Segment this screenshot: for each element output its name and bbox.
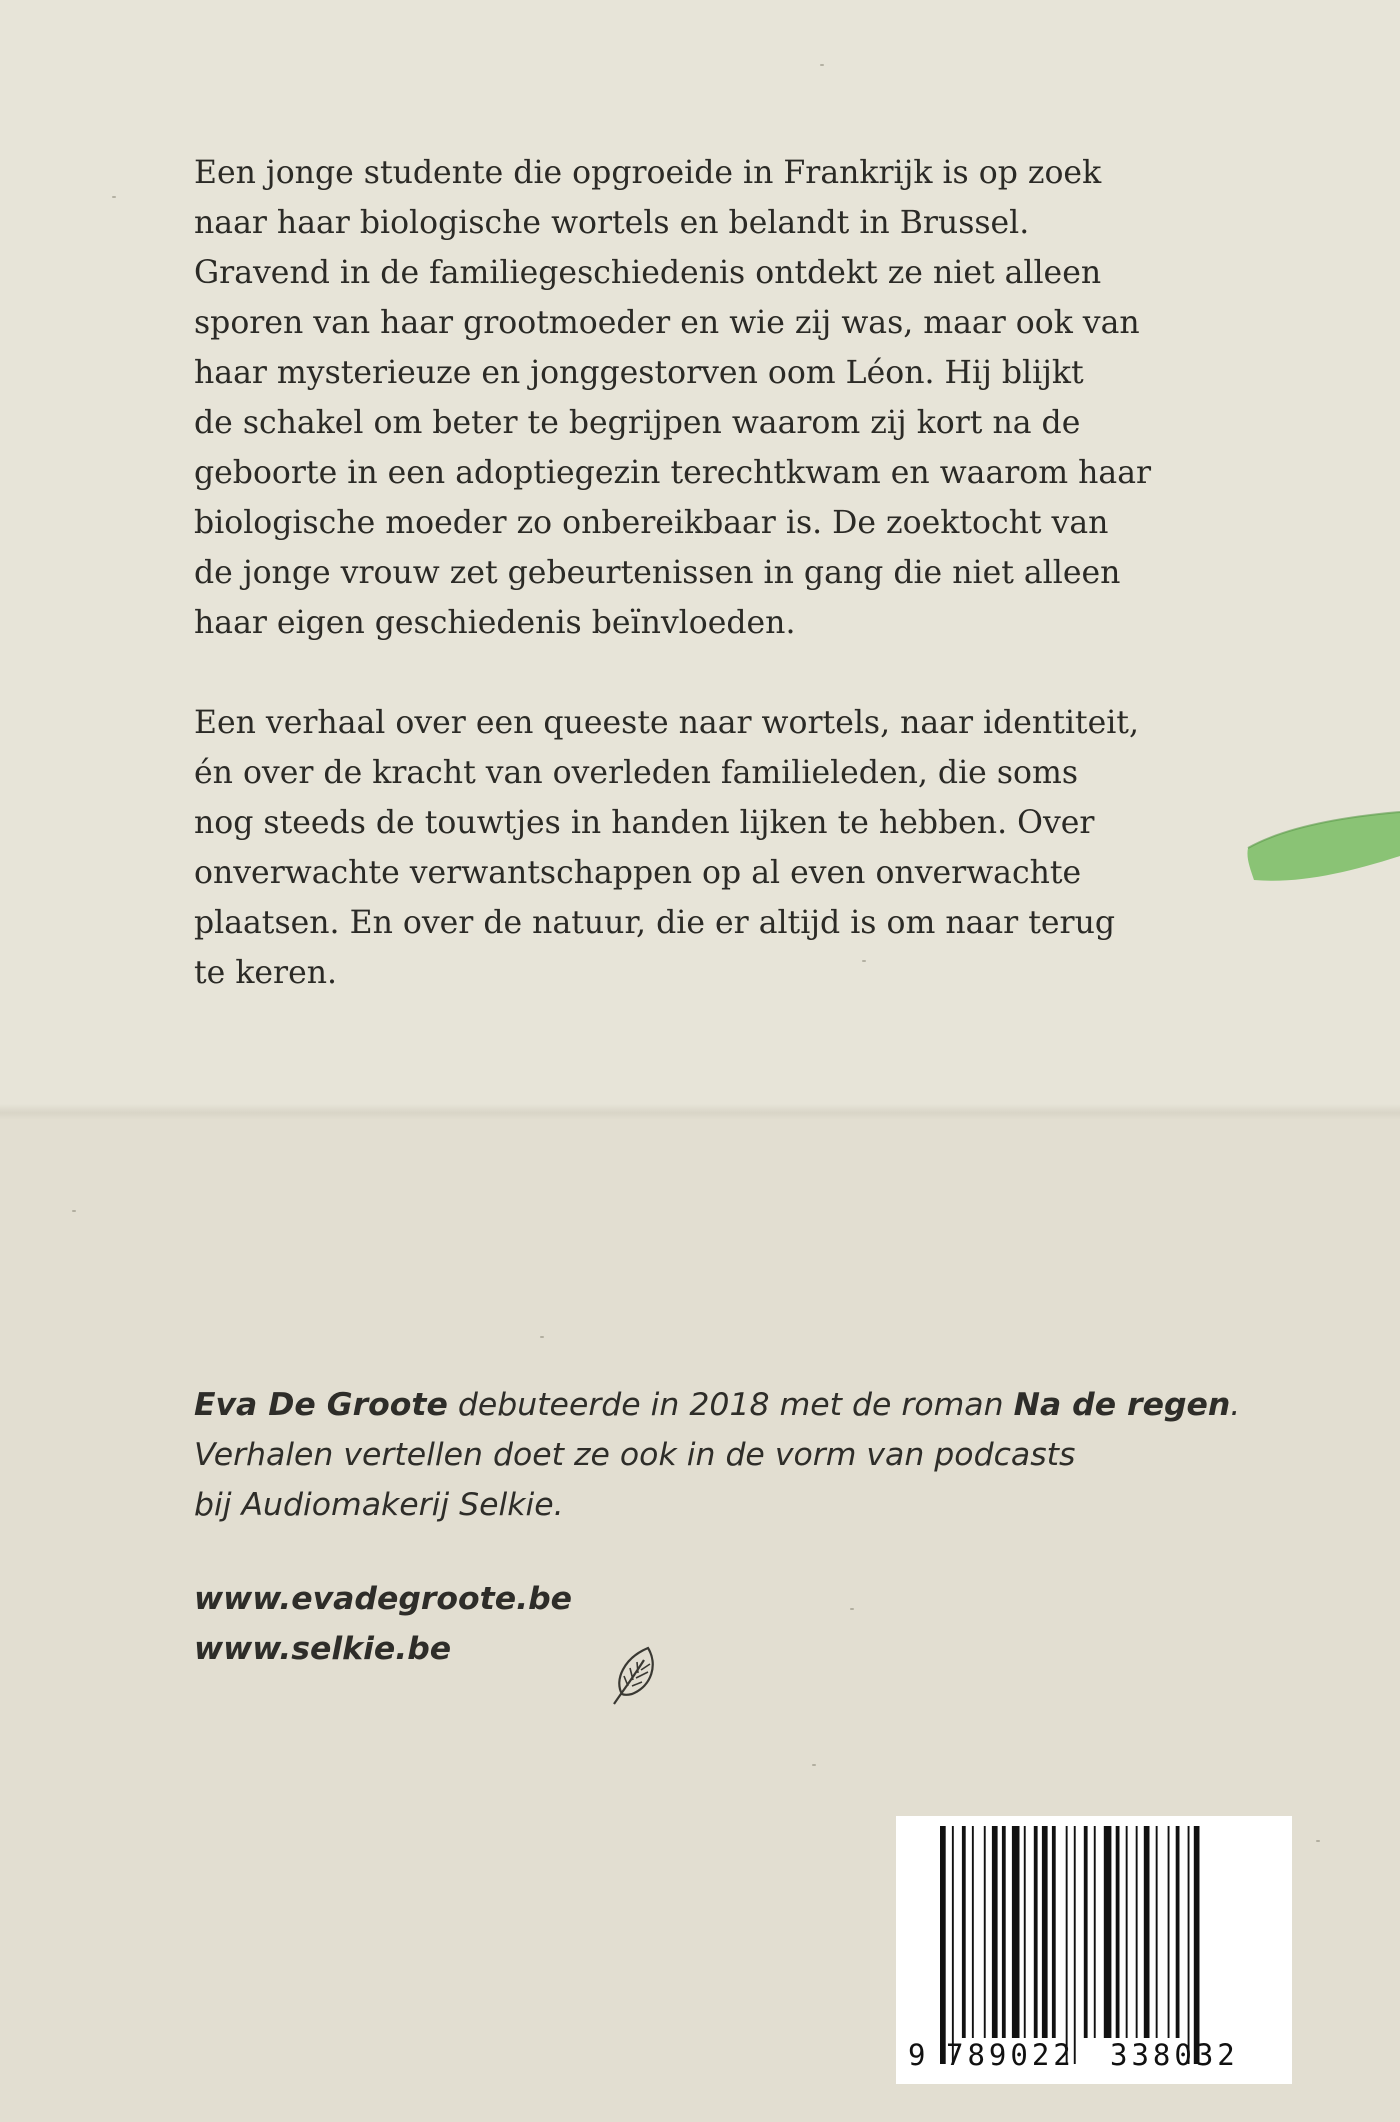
blurb-line: Een jonge studente die opgroeide in Frankrijk is op zoek <box>194 155 1102 191</box>
barcode <box>896 1816 1292 2084</box>
blurb-line: biologische moeder zo onbereikbaar is. De zoektocht van <box>194 505 1109 541</box>
blurb-paragraph-2 <box>194 698 1254 998</box>
debut-title: Na de regen <box>1013 1387 1231 1423</box>
blurb-line: plaatsen. En over de natuur, die er altijd is om naar terug <box>194 905 1116 941</box>
blurb-line: haar mysterieuze en jonggestorven oom Léon. Hij blijkt <box>194 355 1084 391</box>
barcode-bar <box>972 1826 974 2038</box>
blurb-line: de jonge vrouw zet gebeurtenissen in gang die niet alleen <box>194 555 1121 591</box>
barcode-bar <box>1024 1826 1026 2038</box>
barcode-guard-bar <box>1066 1826 1068 2064</box>
barcode-bar <box>1168 1826 1170 2038</box>
barcode-bar <box>1034 1826 1038 2038</box>
blurb-line: naar haar biologische wortels en belandt in Brussel. <box>194 205 1030 241</box>
barcode-guard-bar <box>952 1826 954 2064</box>
blurb-paragraph-1 <box>194 148 1254 648</box>
leaf-icon <box>608 1640 664 1708</box>
paper-fleck <box>850 1608 854 1610</box>
back-cover-blurb <box>194 148 1254 998</box>
barcode-bar <box>1116 1826 1120 2038</box>
barcode-guard-bar <box>1074 1826 1076 2064</box>
isbn-first-digit: 9 <box>908 2038 926 2072</box>
barcode-bar <box>984 1826 986 2038</box>
author-bio <box>194 1380 1314 1530</box>
barcode-bar <box>1012 1826 1020 2038</box>
blurb-line: haar eigen geschiedenis beïnvloeden. <box>194 605 796 641</box>
barcode-bar <box>1156 1826 1158 2038</box>
paper-fleck <box>72 1210 76 1212</box>
blurb-line: sporen van haar grootmoeder en wie zij was, maar ook van <box>194 305 1140 341</box>
barcode-bar <box>1042 1826 1048 2038</box>
isbn-group-1: 789022 <box>946 2038 1075 2072</box>
website-links <box>194 1574 572 1674</box>
isbn-group-2: 338032 <box>1110 2038 1239 2072</box>
paper-fleck <box>1316 1840 1320 1842</box>
isbn-number <box>896 2038 1292 2078</box>
barcode-guard-bar <box>1194 1826 1200 2064</box>
website-publisher-link[interactable]: www.selkie.be <box>194 1631 452 1667</box>
bio-line-2: Verhalen vertellen doet ze ook in de vorm van podcasts <box>194 1437 1076 1473</box>
bio-text: debuteerde in 2018 met de roman <box>447 1387 1014 1423</box>
blurb-line: Gravend in de familiegeschiedenis ontdekt ze niet alleen <box>194 255 1102 291</box>
barcode-bar <box>1084 1826 1088 2038</box>
fold-seam <box>0 1104 1400 1120</box>
bio-line-3: bij Audiomakerij Selkie. <box>194 1487 564 1523</box>
barcode-bar <box>1144 1826 1150 2038</box>
blurb-line: Een verhaal over een queeste naar wortels, naar identiteit, <box>194 705 1139 741</box>
bio-text: . <box>1230 1387 1241 1423</box>
blurb-line: onverwachte verwantschappen op al even onverwachte <box>194 855 1082 891</box>
barcode-bar <box>1052 1826 1056 2038</box>
bio-line-1 <box>194 1380 1314 1430</box>
website-author-link[interactable]: www.evadegroote.be <box>194 1581 572 1617</box>
paper-fleck <box>812 1764 816 1766</box>
barcode-bar <box>962 1826 966 2038</box>
barcode-guard-bar <box>1188 1826 1190 2064</box>
barcode-bar <box>1176 1826 1180 2038</box>
blurb-line: geboorte in een adoptiegezin terechtkwam en waarom haar <box>194 455 1152 491</box>
blurb-line: nog steeds de touwtjes in handen lijken te hebben. Over <box>194 805 1095 841</box>
barcode-guard-bar <box>940 1826 946 2064</box>
barcode-bar <box>1126 1826 1128 2038</box>
barcode-bar <box>1136 1826 1138 2038</box>
author-name: Eva De Groote <box>194 1387 448 1423</box>
paper-fleck <box>112 196 116 198</box>
blurb-line: de schakel om beter te begrijpen waarom zij kort na de <box>194 405 1081 441</box>
paper-fleck <box>540 1336 544 1338</box>
green-leaf-stroke <box>1240 808 1400 888</box>
blurb-line: te keren. <box>194 955 338 991</box>
barcode-bar <box>1094 1826 1096 2038</box>
barcode-bar <box>1002 1826 1006 2038</box>
blurb-line: én over de kracht van overleden familieleden, die soms <box>194 755 1078 791</box>
barcode-bar <box>992 1826 998 2038</box>
paper-fleck <box>820 64 824 66</box>
barcode-bar <box>1104 1826 1112 2038</box>
